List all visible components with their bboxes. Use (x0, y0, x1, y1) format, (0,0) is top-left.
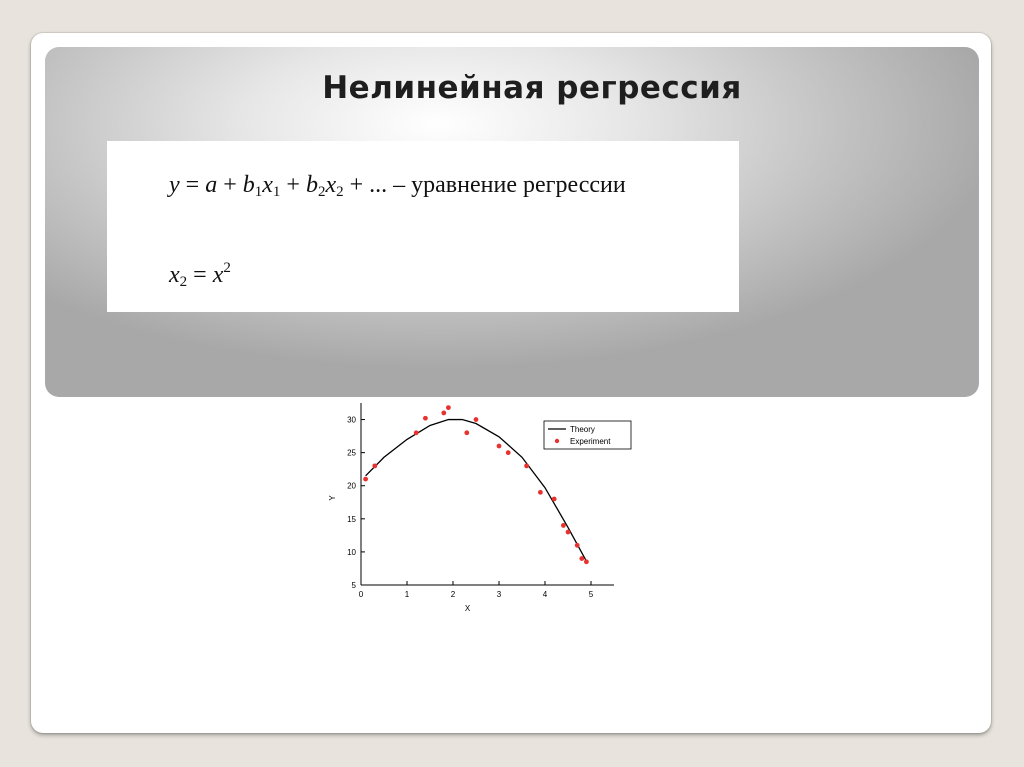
y-tick-label: 30 (347, 415, 356, 425)
legend-experiment-label: Experiment (570, 437, 611, 446)
x-tick-label: 0 (358, 590, 364, 599)
experiment-point (579, 556, 584, 561)
y-tick-label: 25 (347, 448, 356, 458)
experiment-point (506, 450, 511, 455)
eq1-x1: x (262, 172, 273, 198)
experiment-point (524, 463, 529, 468)
eq1-plus1: + (217, 172, 243, 198)
x-tick-label: 3 (496, 590, 502, 599)
experiment-point (561, 523, 566, 528)
eq1-x2-sub: 2 (336, 184, 344, 200)
legend-experiment-swatch (555, 439, 559, 443)
experiment-point (474, 417, 479, 422)
eq1-b1-sub: 1 (254, 184, 263, 200)
substitution-equation (169, 260, 231, 291)
experiment-point (446, 405, 451, 410)
x-tick-label: 5 (588, 590, 594, 599)
experiment-point (584, 559, 589, 564)
experiment-point (566, 530, 571, 535)
x-tick-label: 2 (450, 590, 456, 599)
eq2-x2: x (169, 262, 180, 288)
eq1-y: y (169, 172, 180, 198)
regression-chart (320, 395, 640, 620)
eq1-x1-sub: 1 (272, 184, 281, 200)
slide-title: Нелинейная регрессия (322, 70, 742, 106)
x-tick-label: 4 (542, 590, 548, 599)
eq1-x2: x (325, 172, 337, 198)
eq2-x2-sub: 2 (179, 274, 188, 290)
eq1-tail: + ... (343, 172, 394, 198)
chart-legend (544, 421, 631, 449)
eq1-b2: b (305, 172, 318, 198)
regression-equation (169, 172, 626, 201)
y-tick-label: 10 (347, 547, 356, 557)
eq2-x-sup: 2 (223, 260, 231, 276)
experiment-point (414, 430, 419, 435)
eq1-b1: b (242, 172, 255, 198)
eq2-x: x (212, 262, 224, 288)
eq1-equals: = (179, 172, 206, 198)
experiment-point (363, 477, 368, 482)
experiment-point (538, 490, 543, 495)
experiment-point (423, 416, 428, 421)
legend-theory-label: Theory (570, 425, 595, 434)
eq1-b2-sub: 2 (317, 184, 326, 200)
experiment-point (575, 543, 580, 548)
eq1-plus2: + (280, 172, 306, 198)
experiment-point (441, 411, 446, 416)
x-axis-label: X (464, 604, 471, 613)
eq1-a: a (205, 172, 218, 198)
y-tick-label: 20 (347, 481, 356, 491)
y-tick-label: 5 (351, 581, 356, 590)
eq2-equals: = (187, 262, 213, 288)
eq1-description: – уравнение регрессии (393, 172, 626, 198)
y-tick-label: 15 (347, 514, 356, 524)
x-tick-label: 1 (404, 590, 410, 599)
formula-box (107, 141, 739, 312)
experiment-point (464, 430, 469, 435)
experiment-point (372, 463, 377, 468)
y-axis-label: Y (328, 495, 337, 501)
experiment-point (552, 497, 557, 502)
experiment-point (497, 444, 502, 449)
